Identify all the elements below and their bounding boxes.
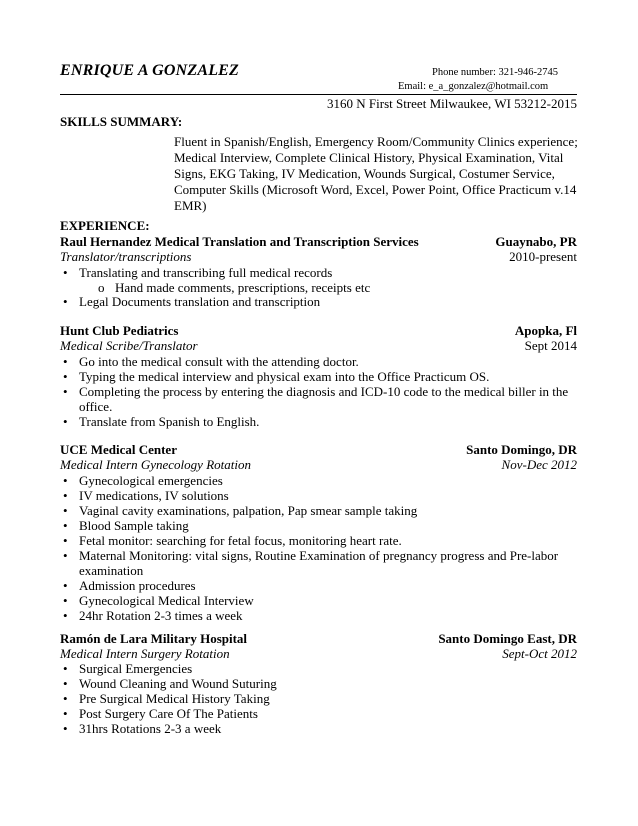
bullet-glyph: • (63, 676, 68, 691)
skills-line: EMR) (174, 198, 207, 213)
bullet-glyph: • (63, 503, 68, 518)
bullet-glyph: • (63, 578, 68, 593)
bullet-glyph: • (63, 369, 68, 384)
experience-heading: EXPERIENCE: (60, 218, 150, 233)
bullet-glyph: • (63, 706, 68, 721)
employer-name: Ramón de Lara Military Hospital (60, 631, 248, 646)
bullet-text: office. (79, 399, 113, 414)
bullet-glyph: • (63, 661, 68, 676)
job-title-row (60, 646, 577, 662)
bullet-glyph: • (63, 608, 68, 623)
job-header (60, 323, 577, 339)
bullet-text: IV medications, IV solutions (79, 488, 229, 503)
bullet-glyph: • (63, 721, 68, 736)
bullet-glyph: • (63, 691, 68, 706)
bullet-glyph: • (63, 548, 68, 563)
bullet-text: Go into the medical consult with the attending doctor. (79, 354, 359, 369)
skills-line: Computer Skills (Microsoft Word, Excel, Power Point, Office Practicum v.14 (174, 182, 577, 197)
employer-name: UCE Medical Center (60, 442, 177, 457)
job-title: Medical Intern Surgery Rotation (60, 646, 230, 661)
job-location: Santo Domingo, DR (466, 442, 577, 457)
bullet-text: Blood Sample taking (79, 518, 189, 533)
bullet-text: Wound Cleaning and Wound Suturing (79, 676, 277, 691)
bullet-text: Surgical Emergencies (79, 661, 193, 676)
employer-name: Raul Hernandez Medical Translation and Transcription Services (60, 234, 419, 249)
bullet-text: Typing the medical interview and physical exam into the Office Practicum OS. (79, 369, 490, 384)
job-header (60, 631, 577, 647)
employer-name: Hunt Club Pediatrics (60, 323, 179, 338)
bullet-text: Gynecological Medical Interview (79, 593, 254, 608)
job-title-row (60, 249, 577, 265)
bullet-text: examination (79, 563, 144, 578)
bullet-text: Admission procedures (79, 578, 196, 593)
job-dates: Sept-Oct 2012 (502, 646, 577, 661)
bullet-text: Legal Documents translation and transcription (79, 294, 321, 309)
skills-line: Signs, EKG Taking, IV Medication, Wounds Surgical, Costumer Service, (174, 166, 555, 181)
job-location: Guaynabo, PR (495, 234, 577, 249)
job-title-row (60, 338, 577, 354)
bullet-glyph: • (63, 265, 68, 280)
job-dates: Nov-Dec 2012 (501, 457, 577, 472)
job-location: Santo Domingo East, DR (438, 631, 577, 646)
header-divider (60, 94, 577, 95)
street-address: 3160 N First Street Milwaukee, WI 53212-2015 (327, 96, 577, 111)
bullet-text: Vaginal cavity examinations, palpation, Pap smear sample taking (79, 503, 418, 518)
bullet-glyph: • (63, 593, 68, 608)
bullet-glyph: • (63, 533, 68, 548)
bullet-text: Post Surgery Care Of The Patients (79, 706, 258, 721)
bullet-text: 24hr Rotation 2-3 times a week (79, 608, 243, 623)
bullet-text: Translate from Spanish to English. (79, 414, 260, 429)
job-title-row (60, 457, 577, 473)
candidate-name: ENRIQUE A GONZALEZ (60, 62, 240, 79)
bullet-glyph: • (63, 294, 68, 309)
bullet-text: Gynecological emergencies (79, 473, 223, 488)
job-title: Medical Intern Gynecology Rotation (60, 457, 251, 472)
bullet-glyph: • (63, 488, 68, 503)
bullet-text: Fetal monitor: searching for fetal focus, monitoring heart rate. (79, 533, 402, 548)
bullet-glyph: • (63, 414, 68, 429)
skills-heading: SKILLS SUMMARY: (60, 114, 183, 129)
job-title: Translator/transcriptions (60, 249, 192, 264)
bullet-text: Maternal Monitoring: vital signs, Routine Examination of pregnancy progress and Pre-labor (79, 548, 559, 563)
skills-line: Medical Interview, Complete Clinical History, Physical Examination, Vital (174, 150, 564, 165)
job-header (60, 442, 577, 458)
bullet-text: Completing the process by entering the diagnosis and ICD-10 code to the medical biller in the (79, 384, 569, 399)
job-title: Medical Scribe/Translator (60, 338, 198, 353)
phone-number: Phone number: 321-946-2745 (432, 67, 558, 78)
job-header (60, 234, 577, 250)
email-address: Email: e_a_gonzalez@hotmail.com (398, 81, 549, 92)
job-dates: 2010-present (509, 249, 577, 264)
bullet-glyph: • (63, 518, 68, 533)
bullet-text: Hand made comments, prescriptions, receipts etc (115, 280, 371, 295)
bullet-text: 31hrs Rotations 2-3 a week (79, 721, 222, 736)
bullet-glyph: • (63, 384, 68, 399)
skills-line: Fluent in Spanish/English, Emergency Room/Community Clinics experience; (174, 134, 578, 149)
sub-bullet-glyph: o (98, 280, 105, 295)
bullet-text: Translating and transcribing full medical records (79, 265, 333, 280)
bullet-text: Pre Surgical Medical History Taking (79, 691, 270, 706)
skills-summary (174, 134, 594, 214)
job-location: Apopka, Fl (514, 323, 577, 338)
job-dates: Sept 2014 (524, 338, 577, 353)
bullet-glyph: • (63, 473, 68, 488)
bullet-glyph: • (63, 354, 68, 369)
